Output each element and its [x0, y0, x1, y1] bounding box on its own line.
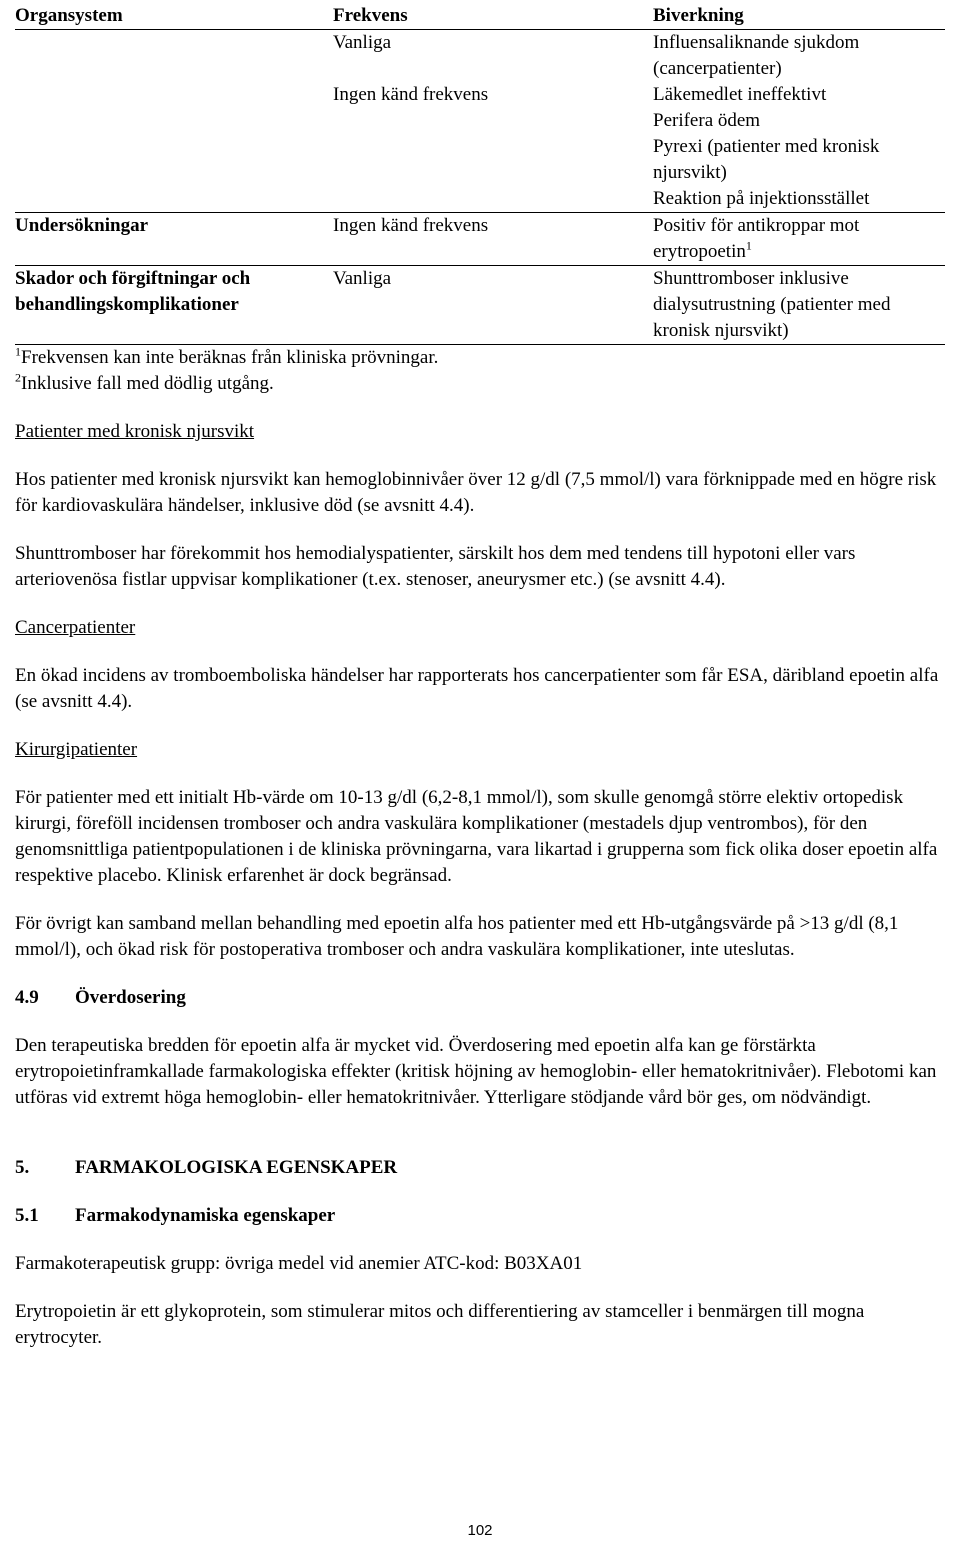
- section-5-1-heading: 5.1 Farmakodynamiska egenskaper: [15, 1205, 336, 1226]
- header-organ-system: Organsystem: [15, 3, 333, 30]
- surgery-paragraph-1: För patienter med ett initialt Hb-värde om 10-13 g/dl (6,2-8,1 mmol/l), som skulle genomgå större elektiv ortopedisk kirurgi, föreföll incidensen tromboser och andra vaskulära komplikationer (mestadels djup ventrombos), för den genomsnittliga patientpopulationen i de kliniska prövningarna, vara likartad i grupperna som fick olika doser epoetin alfa respektive placebo. Klinisk erfarenhet är dock begränsad.: [15, 787, 938, 886]
- section-4-9-heading: 4.9 Överdosering: [15, 987, 186, 1008]
- footnote-2: $^2$Inklusive fall med dödlig utgång.: [15, 370, 274, 394]
- pharmacotherapeutic-group: Farmakoterapeutisk grupp: övriga medel vid anemier ATC-kod: B03XA01: [15, 1253, 583, 1274]
- table-row: [15, 266, 945, 345]
- organ-system-cell: Skador och förgiftningar och behandlingskomplikationer: [15, 266, 333, 345]
- cancer-heading: Cancerpatienter: [15, 617, 136, 638]
- organ-system-cell: Undersökningar: [15, 213, 333, 266]
- table-row: [15, 213, 945, 266]
- ckd-heading: Patienter med kronisk njursvikt: [15, 421, 255, 442]
- overdose-paragraph: Den terapeutiska bredden för epoetin alfa är mycket vid. Överdosering med epoetin alfa kan ge förstärkta erytropoietinframkallade farmakologiska effekter (kritisk höjning av hemoglobin- eller hematokritnivåer). Flebotomi kan utföras vid extremt höga hemoglobin- eller hematokritnivåer. Ytterligare stödjande vård bör ges, om nödvändigt.: [15, 1035, 937, 1108]
- frequency-cell: Vanliga: [333, 266, 653, 345]
- section-5-heading: 5. FARMAKOLOGISKA EGENSKAPER: [15, 1157, 398, 1178]
- header-frequency: Frekvens: [333, 3, 653, 30]
- reaction-cell: Positiv för antikroppar mot erytropoetin$^1$: [653, 213, 945, 266]
- frequency-cell: Vanliga: [333, 32, 392, 53]
- cancer-paragraph: En ökad incidens av tromboemboliska händelser har rapporterats hos cancerpatienter som får ESA, däribland epoetin alfa (se avsnitt 4.4).: [15, 665, 939, 712]
- table-row: [15, 82, 945, 213]
- footnote-ref: 1: [745, 238, 752, 253]
- table-header-row: [15, 3, 945, 30]
- ckd-paragraph-2: Shunttromboser har förekommit hos hemodialyspatienter, särskilt hos dem med tendens till hypotoni eller vars arteriovenösa fistlar uppvisar komplikationer (t.ex. stenoser, aneurysmer etc.) (se avsnitt 4.4).: [15, 543, 856, 590]
- reaction-cell: Influensaliknande sjukdom (cancerpatienter): [653, 32, 860, 79]
- reaction-cell: Läkemedlet ineffektivt Perifera ödem Pyrexi (patienter med kronisk njursvikt) Reaktion på injektionsstället: [653, 82, 945, 213]
- mechanism-paragraph: Erytropoietin är ett glykoprotein, som stimulerar mitos och differentiering av stamceller i benmärgen till mogna erytrocyter.: [15, 1301, 865, 1348]
- adverse-reactions-table: [15, 3, 945, 345]
- footnote-1: $^1$Frekvensen kan inte beräknas från kliniska prövningar.: [15, 344, 439, 368]
- reaction-cell: Shunttromboser inklusive dialysutrustning (patienter med kronisk njursvikt): [653, 266, 945, 345]
- page-number: 102: [467, 1522, 493, 1539]
- ckd-paragraph-1: Hos patienter med kronisk njursvikt kan hemoglobinnivåer över 12 g/dl (7,5 mmol/l) vara förknippade med en högre risk för kardiovaskulära händelser, inklusive död (se avsnitt 4.4).: [15, 469, 937, 516]
- header-adverse-reaction: Biverkning: [653, 3, 945, 30]
- frequency-cell: Ingen känd frekvens: [333, 82, 653, 213]
- surgery-heading: Kirurgipatienter: [15, 739, 138, 760]
- document-page: [15, 3, 945, 1351]
- surgery-paragraph-2: För övrigt kan samband mellan behandling med epoetin alfa hos patienter med ett Hb-utgångsvärde på >13 g/dl (8,1 mmol/l), och ökad risk för postoperativa tromboser och andra vaskulära komplikationer, inte uteslutas.: [15, 913, 899, 960]
- table-row: [15, 30, 945, 83]
- frequency-cell: Ingen känd frekvens: [333, 213, 653, 266]
- table-footnotes: [15, 345, 945, 397]
